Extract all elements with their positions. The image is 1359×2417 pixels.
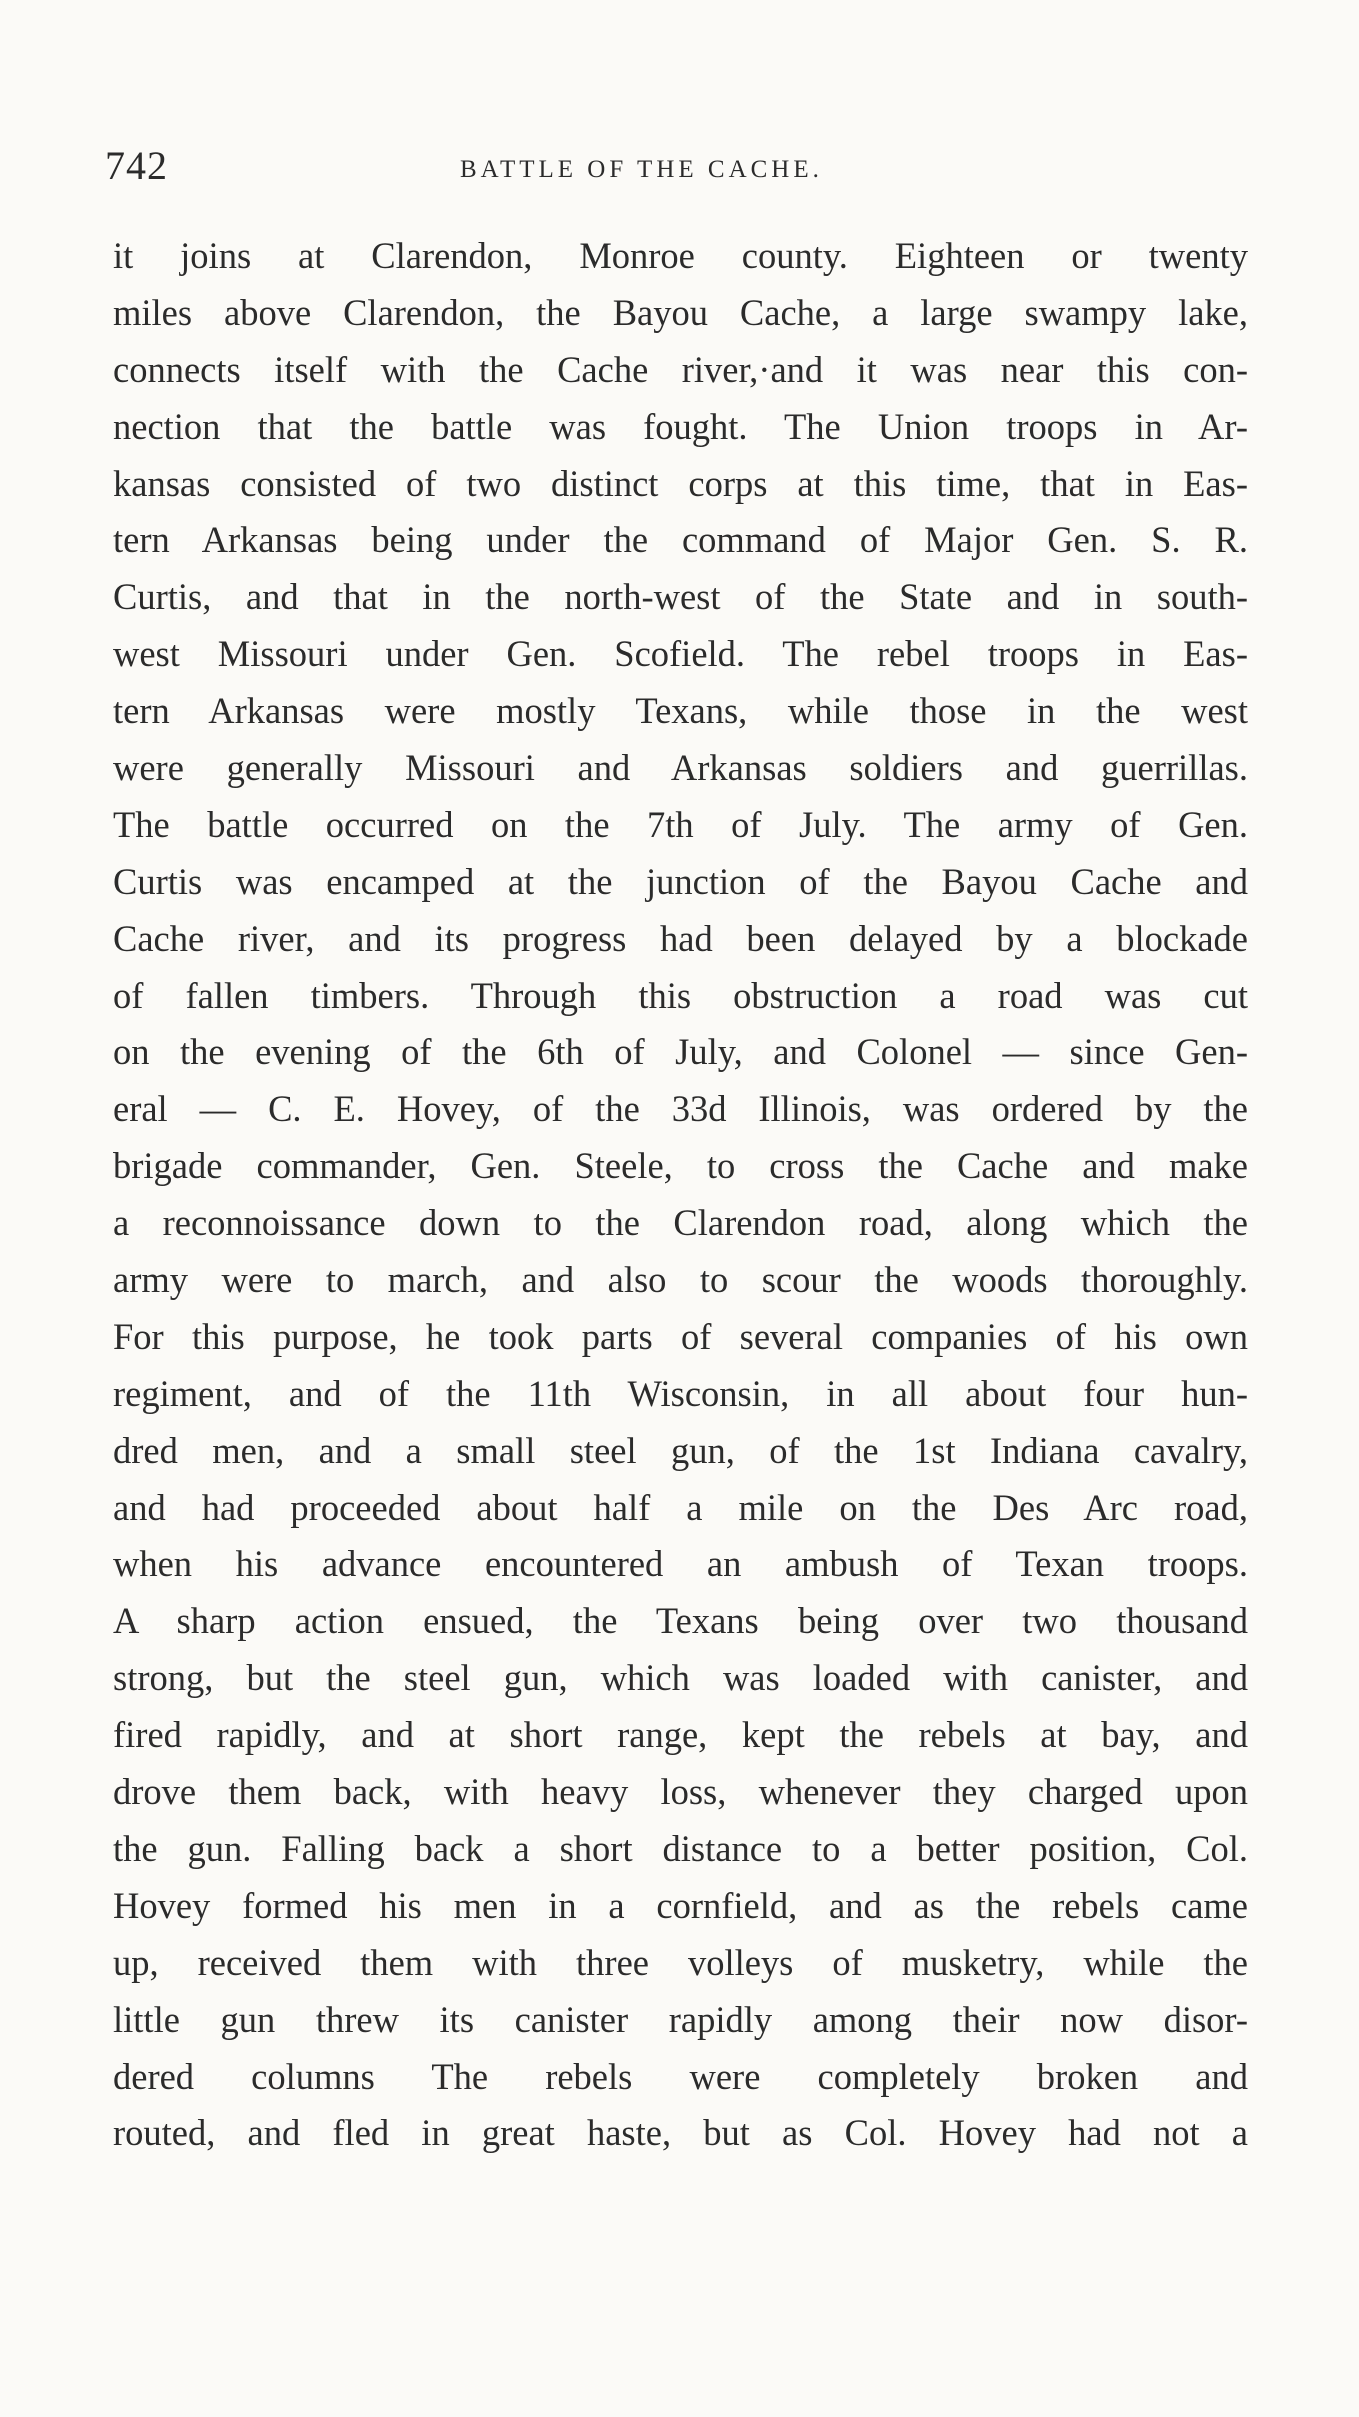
text-line: routed, and fled in great haste, but as Col. Hovey had not a bbox=[113, 2112, 1248, 2154]
text-line: connects itself with the Cache river,·and it was near this con- bbox=[113, 348, 1248, 390]
text-line: brigade commander, Gen. Steele, to cross the Cache and make bbox=[113, 1145, 1248, 1187]
body-text bbox=[113, 228, 1248, 2162]
text-line: when his advance encountered an ambush of Texan troops. bbox=[113, 1543, 1248, 1585]
text-line: drove them back, with heavy loss, whenever they charged upon bbox=[113, 1771, 1248, 1813]
text-line: on the evening of the 6th of July, and Colonel — since Gen- bbox=[113, 1031, 1248, 1073]
text-line: fired rapidly, and at short range, kept the rebels at bay, and bbox=[113, 1714, 1248, 1756]
text-line: dred men, and a small steel gun, of the 1st Indiana cavalry, bbox=[113, 1429, 1248, 1471]
page-number: 742 bbox=[105, 143, 168, 188]
text-line: army were to march, and also to scour the woods thoroughly. bbox=[113, 1259, 1248, 1301]
text-line: were generally Missouri and Arkansas soldiers and guerrillas. bbox=[113, 747, 1248, 789]
text-line: the gun. Falling back a short distance to a better position, Col. bbox=[113, 1827, 1248, 1869]
text-line: a reconnoissance down to the Clarendon road, along which the bbox=[113, 1202, 1248, 1244]
text-line: regiment, and of the 11th Wisconsin, in all about four hun- bbox=[113, 1372, 1248, 1414]
text-line: little gun threw its canister rapidly among their now disor- bbox=[113, 1998, 1248, 2040]
text-line: eral — C. E. Hovey, of the 33d Illinois, was ordered by the bbox=[113, 1088, 1248, 1130]
text-line: kansas consisted of two distinct corps at this time, that in Eas- bbox=[113, 462, 1248, 504]
text-line: west Missouri under Gen. Scofield. The rebel troops in Eas- bbox=[113, 633, 1248, 675]
running-title: BATTLE OF THE CACHE. bbox=[460, 156, 823, 183]
text-line: of fallen timbers. Through this obstruction a road was cut bbox=[113, 974, 1248, 1016]
text-line: and had proceeded about half a mile on the Des Arc road, bbox=[113, 1486, 1248, 1528]
text-line: Hovey formed his men in a cornfield, and as the rebels came bbox=[113, 1884, 1248, 1926]
text-line: tern Arkansas being under the command of Major Gen. S. R. bbox=[113, 519, 1248, 561]
text-line: miles above Clarendon, the Bayou Cache, a large swampy lake, bbox=[113, 291, 1248, 333]
text-line: For this purpose, he took parts of several companies of his own bbox=[113, 1315, 1248, 1357]
text-line: dered columns The rebels were completely broken and bbox=[113, 2055, 1248, 2097]
text-line: tern Arkansas were mostly Texans, while those in the west bbox=[113, 690, 1248, 732]
text-line: strong, but the steel gun, which was loaded with canister, and bbox=[113, 1657, 1248, 1699]
running-head bbox=[105, 142, 1250, 192]
text-line: up, received them with three volleys of musketry, while the bbox=[113, 1941, 1248, 1983]
text-line: it joins at Clarendon, Monroe county. Eighteen or twenty bbox=[113, 235, 1248, 276]
text-line: Curtis, and that in the north-west of the State and in south- bbox=[113, 576, 1248, 618]
text-line: Cache river, and its progress had been delayed by a blockade bbox=[113, 917, 1248, 959]
text-line: Curtis was encamped at the junction of the Bayou Cache and bbox=[113, 860, 1248, 902]
text-line: The battle occurred on the 7th of July. The army of Gen. bbox=[113, 803, 1248, 845]
text-line: nection that the battle was fought. The Union troops in Ar- bbox=[113, 405, 1248, 447]
text-line: A sharp action ensued, the Texans being over two thousand bbox=[113, 1600, 1248, 1642]
